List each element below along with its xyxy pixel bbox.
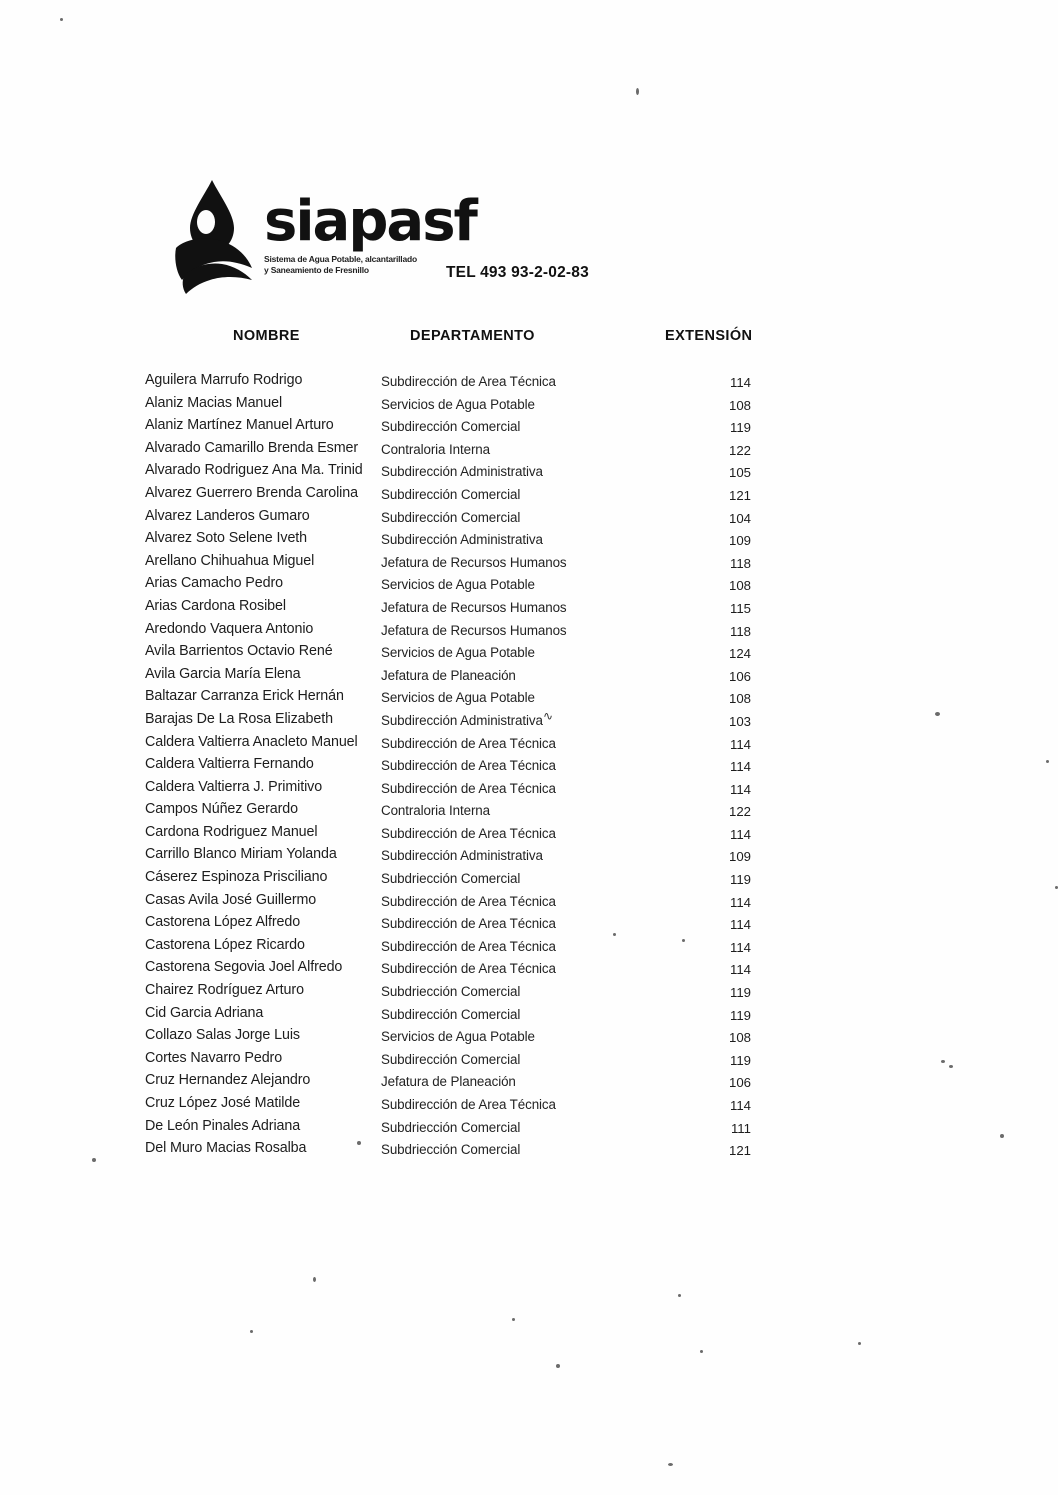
table-row	[145, 1005, 905, 1028]
cell-extension: 114	[729, 894, 751, 910]
cell-nombre: Cruz Hernandez Alejandro	[145, 1072, 311, 1089]
cell-extension: 105	[728, 465, 751, 481]
cell-nombre: Caldera Valtierra Anacleto Manuel	[145, 733, 358, 750]
scan-speck	[858, 1342, 861, 1345]
cell-extension: 114	[729, 781, 751, 797]
cell-departamento: Contraloria Interna	[381, 803, 491, 819]
scan-speck	[1046, 760, 1049, 763]
cell-nombre: Castorena López Alfredo	[145, 914, 301, 931]
cell-extension: 122	[728, 804, 751, 820]
cell-extension: 115	[729, 600, 751, 616]
cell-extension: 109	[728, 849, 751, 865]
cell-extension: 111	[730, 1120, 751, 1136]
cell-extension: 121	[728, 487, 751, 503]
scan-speck	[512, 1318, 515, 1321]
table-row	[145, 1118, 905, 1141]
cell-extension: 119	[729, 1007, 751, 1023]
cell-departamento: Subdriección Comercial	[381, 1142, 521, 1158]
phone-number: TEL 493 93-2-02-83	[446, 264, 589, 281]
cell-extension: 114	[729, 759, 751, 775]
table-row	[145, 417, 905, 440]
scan-speck	[60, 18, 63, 21]
cell-nombre: Alvarado Rodriguez Ana Ma. Trinid	[145, 462, 363, 479]
table-row	[145, 779, 905, 802]
scan-speck	[700, 1350, 703, 1353]
cell-nombre: Alaniz Macias Manuel	[145, 394, 283, 411]
cell-nombre: Alvarez Guerrero Brenda Carolina	[145, 484, 358, 501]
logo-tagline-line1: Sistema de Agua Potable, alcantarillado	[264, 254, 417, 264]
cell-departamento: Subdirección Comercial	[381, 509, 521, 525]
cell-nombre: Del Muro Macias Rosalba	[145, 1140, 307, 1157]
cell-extension: 124	[728, 646, 751, 662]
cell-nombre: Aredondo Vaquera Antonio	[145, 620, 314, 637]
table-row	[145, 914, 905, 937]
cell-nombre: Caldera Valtierra Fernando	[145, 756, 314, 773]
cell-departamento: Subdriección Comercial	[381, 871, 521, 887]
cell-departamento: Subdirección de Area Técnica	[381, 735, 556, 751]
siapasf-logo-icon	[168, 176, 260, 294]
cell-extension: 118	[729, 623, 751, 639]
cell-departamento: Subdirección Administrativa	[381, 532, 543, 548]
table-row	[145, 666, 905, 689]
cell-departamento: Subdriección Comercial	[381, 984, 521, 1000]
scan-speck	[935, 712, 940, 716]
table-row	[145, 575, 905, 598]
table-row	[145, 643, 905, 666]
scan-speck	[250, 1330, 253, 1333]
cell-nombre: Casas Avila José Guillermo	[145, 891, 317, 908]
cell-extension: 108	[728, 691, 751, 707]
cell-nombre: Castorena Segovia Joel Alfredo	[145, 959, 343, 976]
table-row	[145, 508, 905, 531]
table-row	[145, 869, 905, 892]
scan-speck	[313, 1277, 316, 1282]
cell-extension: 114	[729, 375, 751, 390]
scan-speck	[92, 1158, 96, 1162]
scan-speck	[941, 1060, 945, 1063]
table-row	[145, 846, 905, 869]
scan-speck	[678, 1294, 681, 1297]
cell-extension: 121	[728, 1143, 751, 1159]
table-row	[145, 485, 905, 508]
cell-departamento: Subdirección de Area Técnica	[381, 1097, 556, 1112]
cell-departamento: Servicios de Agua Potable	[381, 1029, 535, 1045]
cell-departamento: Subdirección de Area Técnica	[381, 916, 556, 932]
cell-extension: 106	[728, 1075, 751, 1091]
cell-extension: 104	[728, 510, 751, 526]
column-header-departamento: DEPARTAMENTO	[410, 328, 535, 344]
cell-departamento: Subdirección de Area Técnica	[381, 825, 556, 841]
logo-tagline	[264, 254, 474, 275]
cell-extension: 114	[729, 736, 751, 752]
logo-tagline-line2: y Saneamiento de Fresnillo	[264, 264, 369, 275]
cell-nombre: Arias Cardona Rosibel	[145, 597, 286, 614]
cell-nombre: Alaniz Martínez Manuel Arturo	[145, 417, 334, 434]
table-row	[145, 892, 905, 915]
table-row	[145, 530, 905, 553]
cell-departamento: Subdirección de Area Técnica	[381, 758, 556, 774]
table-row	[145, 937, 905, 960]
table-row	[145, 440, 905, 463]
cell-extension: 108	[728, 1030, 751, 1046]
cell-extension: 119	[729, 420, 751, 436]
scan-speck	[556, 1364, 560, 1368]
table-row	[145, 756, 905, 779]
cell-departamento: Subdirección de Area Técnica	[381, 938, 556, 954]
cell-nombre: Cortes Navarro Pedro	[145, 1049, 283, 1066]
table-row	[145, 1027, 905, 1050]
table-row	[145, 824, 905, 847]
cell-extension: 108	[728, 397, 751, 413]
cell-nombre: Avila Garcia María Elena	[145, 665, 301, 682]
cell-departamento: Subdirección Administrativa	[381, 848, 543, 864]
cell-nombre: Cáserez Espinoza Prisciliano	[145, 869, 328, 886]
logo-wordmark	[264, 189, 594, 275]
table-row	[145, 959, 905, 982]
cell-extension: 119	[729, 1052, 751, 1068]
cell-departamento: Subdirección Comercial	[381, 486, 521, 502]
cell-departamento: Subdirección de Area Técnica	[381, 893, 556, 909]
table-row	[145, 395, 905, 418]
cell-departamento: Subdriección Comercial	[381, 1119, 521, 1135]
cell-nombre: Campos Núñez Gerardo	[145, 801, 298, 818]
scan-speck	[668, 1463, 673, 1466]
document-header	[168, 176, 808, 306]
handwritten-mark-icon: ∿	[543, 708, 554, 723]
table-row	[145, 734, 905, 757]
cell-extension: 122	[728, 442, 751, 458]
cell-nombre: Baltazar Carranza Erick Hernán	[145, 688, 344, 705]
cell-departamento: Subdirección de Area Técnica	[381, 780, 556, 796]
cell-nombre: Arias Camacho Pedro	[145, 575, 283, 592]
table-row	[145, 982, 905, 1005]
cell-departamento: Jefatura de Recursos Humanos	[381, 554, 567, 570]
cell-nombre: Cardona Rodriguez Manuel	[145, 823, 318, 840]
cell-extension: 114	[729, 1098, 751, 1113]
cell-departamento: Servicios de Agua Potable	[381, 645, 535, 661]
cell-departamento: Subdirección Comercial	[381, 1051, 521, 1067]
table-row	[145, 621, 905, 644]
cell-departamento: Subdirección de Area Técnica	[381, 961, 556, 977]
cell-extension: 103	[728, 713, 751, 729]
logo-word: siapasf	[264, 189, 476, 254]
cell-departamento: Servicios de Agua Potable	[381, 690, 535, 706]
cell-nombre: Alvarez Landeros Gumaro	[145, 507, 310, 524]
cell-departamento: Subdirección Administrativa	[381, 712, 543, 728]
cell-nombre: Alvarado Camarillo Brenda Esmer	[145, 439, 359, 456]
table-row	[145, 1095, 905, 1118]
cell-departamento: Jefatura de Recursos Humanos	[381, 622, 567, 638]
table-row	[145, 553, 905, 576]
cell-nombre: Aguilera Marrufo Rodrigo	[145, 372, 303, 388]
table-header-row	[145, 328, 905, 350]
cell-extension: 108	[728, 578, 751, 594]
cell-extension: 114	[729, 962, 751, 978]
cell-nombre: Carrillo Blanco Miriam Yolanda	[145, 846, 337, 863]
cell-nombre: Avila Barrientos Octavio René	[145, 643, 333, 660]
cell-departamento: Jefatura de Planeación	[381, 667, 516, 683]
cell-departamento: Contraloria Interna	[381, 441, 491, 457]
scan-speck	[636, 88, 639, 95]
scan-speck	[1000, 1134, 1004, 1138]
column-header-extension: EXTENSIÓN	[665, 328, 753, 344]
cell-nombre: Arellano Chihuahua Miguel	[145, 552, 315, 569]
cell-extension: 118	[729, 555, 751, 571]
cell-nombre: De León Pinales Adriana	[145, 1117, 301, 1134]
cell-nombre: Chairez Rodríguez Arturo	[145, 982, 304, 999]
cell-nombre: Barajas De La Rosa Elizabeth	[145, 710, 333, 727]
cell-nombre: Caldera Valtierra J. Primitivo	[145, 778, 323, 795]
cell-nombre: Alvarez Soto Selene Iveth	[145, 530, 308, 547]
table-row	[145, 372, 905, 395]
table-row	[145, 598, 905, 621]
cell-departamento: Subdirección de Area Técnica	[381, 374, 556, 389]
cell-departamento: Subdirección Comercial	[381, 1006, 521, 1022]
cell-extension: 109	[728, 533, 751, 549]
column-header-nombre: NOMBRE	[233, 328, 300, 344]
cell-departamento: Servicios de Agua Potable	[381, 396, 535, 412]
table-row	[145, 1050, 905, 1073]
directory-table-body	[145, 372, 905, 1163]
table-row	[145, 801, 905, 824]
cell-extension: 119	[729, 872, 751, 888]
cell-departamento: Jefatura de Planeación	[381, 1074, 516, 1090]
cell-departamento: Subdirección Comercial	[381, 419, 521, 435]
table-row	[145, 1072, 905, 1095]
cell-nombre: Collazo Salas Jorge Luis	[145, 1027, 300, 1044]
table-row	[145, 1140, 905, 1163]
table-row	[145, 688, 905, 711]
cell-departamento: Jefatura de Recursos Humanos	[381, 599, 567, 615]
cell-nombre: Castorena López Ricardo	[145, 936, 305, 953]
table-row	[145, 462, 905, 485]
cell-extension: 106	[728, 668, 751, 684]
cell-extension: 114	[729, 826, 751, 842]
cell-extension: 114	[729, 917, 751, 933]
cell-extension: 114	[729, 939, 751, 955]
cell-extension: 119	[729, 985, 751, 1001]
scan-speck	[949, 1065, 953, 1068]
cell-nombre: Cid Garcia Adriana	[145, 1004, 264, 1021]
table-row	[145, 708, 905, 734]
cell-nombre: Cruz López José Matilde	[145, 1095, 301, 1111]
cell-departamento: Subdirección Administrativa	[381, 464, 543, 480]
cell-departamento: Servicios de Agua Potable	[381, 577, 535, 593]
